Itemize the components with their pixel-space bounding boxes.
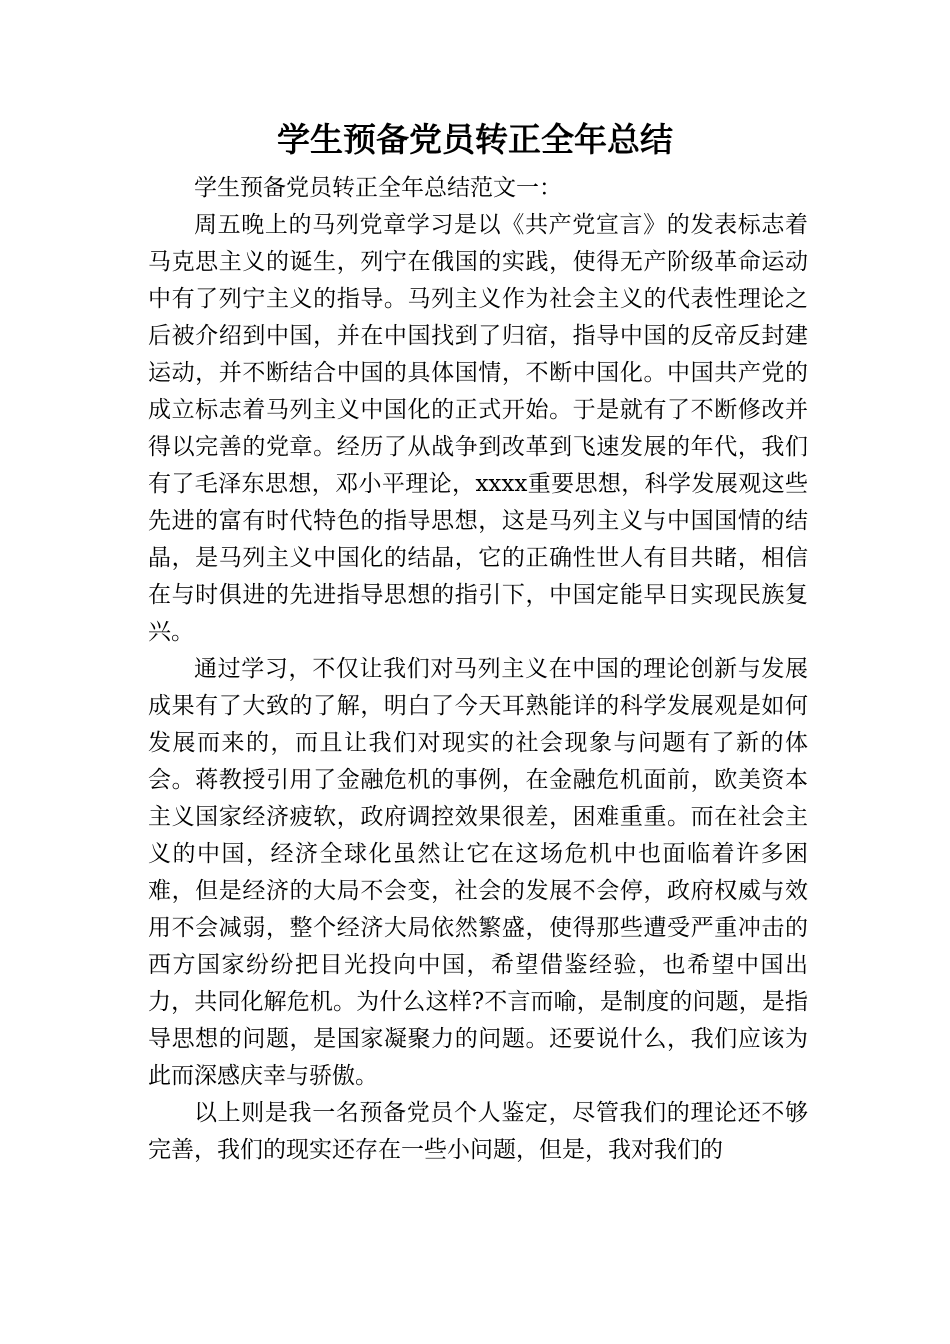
document-body	[148, 170, 808, 1169]
paragraph-2: 通过学习，不仅让我们对马列主义在中国的理论创新与发展成果有了大致的了解，明白了今天耳熟能详的科学发展观是如何发展而来的，而且让我们对现实的社会现象与问题有了新的体会。蒋教授引用了金融危机的事例，在金融危机面前，欧美资本主义国家经济疲软，政府调控效果很差，困难重重。而在社会主义的中国，经济全球化虽然让它在这场危机中也面临着许多困难，但是经济的大局不会变，社会的发展不会停，政府权威与效用不会减弱，整个经济大局依然繁盛，使得那些遭受严重冲击的西方国家纷纷把目光投向中国，希望借鉴经验，也希望中国出力，共同化解危机。为什么这样?不言而喻，是制度的问题，是指导思想的问题，是国家凝聚力的问题。还要说什么，我们应该为此而深感庆幸与骄傲。	[148, 656, 808, 1089]
paragraph-intro: 学生预备党员转正全年总结范文一：	[194, 175, 562, 201]
paragraph-1: 周五晚上的马列党章学习是以《共产党宣言》的发表标志着马克思主义的诞生，列宁在俄国的实践，使得无产阶级革命运动中有了列宁主义的指导。马列主义作为社会主义的代表性理论之后被介绍到中国，并在中国找到了归宿，指导中国的反帝反封建运动，并不断结合中国的具体国情，不断中国化。中国共产党的成立标志着马列主义中国化的正式开始。于是就有了不断修改并得以完善的党章。经历了从战争到改革到飞速发展的年代，我们有了毛泽东思想，邓小平理论，xxxx重要思想，科学发展观这些先进的富有时代特色的指导思想，这是马列主义与中国国情的结晶，是马列主义中国化的结晶，它的正确性世人有目共睹，相信在与时俱进的先进指导思想的指引下，中国定能早日实现民族复兴。	[148, 212, 808, 645]
paragraph-3: 以上则是我一名预备党员个人鉴定，尽管我们的理论还不够完善，我们的现实还存在一些小问题，但是，我对我们的	[148, 1100, 808, 1163]
document-title: 学生预备党员转正全年总结	[277, 120, 673, 159]
